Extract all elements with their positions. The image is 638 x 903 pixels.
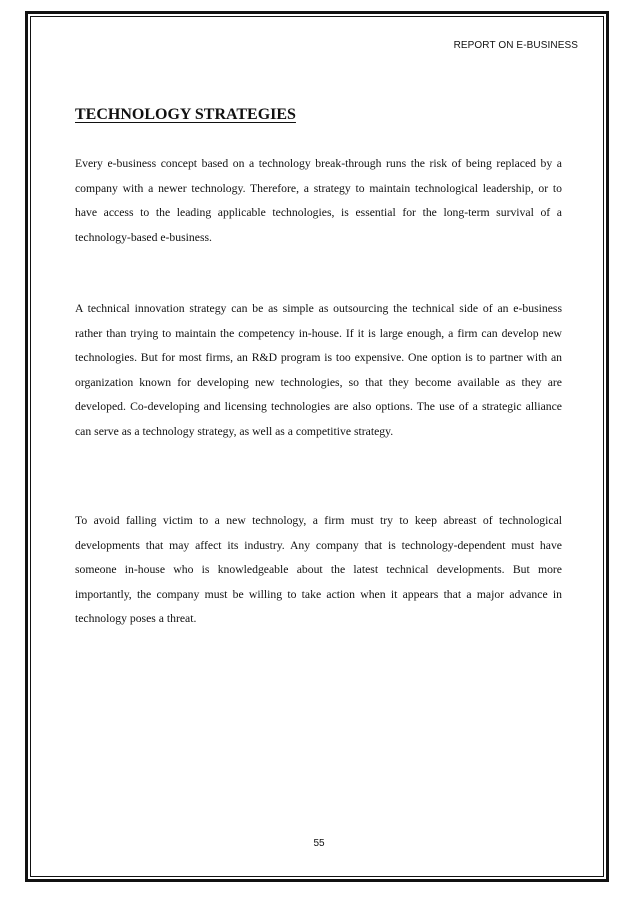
paragraph: Every e-business concept based on a technology break-through runs the risk of being replaced by a company with a newer technology. Therefore, a strategy to maintain technological leadership, or to have access to the leading applicable technologies, is essential for the long-term survival of a technology-based e-business. — [75, 157, 562, 244]
page-border-inner — [30, 16, 604, 877]
page-number: 55 — [313, 838, 325, 849]
section-title: TECHNOLOGY STRATEGIES — [75, 106, 296, 123]
paragraph: A technical innovation strategy can be as simple as outsourcing the technical side of an e-business rather than trying to maintain the competency in-house. If it is large enough, a firm can develop new technologies. But for most firms, an R&D program is too expensive. One option is to partner with an organization known for developing new technologies, so that they become available as they are developed. Co-developing and licensing technologies are also options. The use of a strategic alliance can serve as a technology strategy, as well as a competitive strategy. — [75, 302, 562, 438]
running-header: REPORT ON E-BUSINESS — [453, 40, 578, 51]
paragraph: To avoid falling victim to a new technology, a firm must try to keep abreast of technological developments that may affect its industry. Any company that is technology-dependent must have someone in-house who is knowledgeable about the latest technical developments. But more importantly, the company must be willing to take action when it appears that a major advance in technology poses a threat. — [75, 514, 562, 625]
